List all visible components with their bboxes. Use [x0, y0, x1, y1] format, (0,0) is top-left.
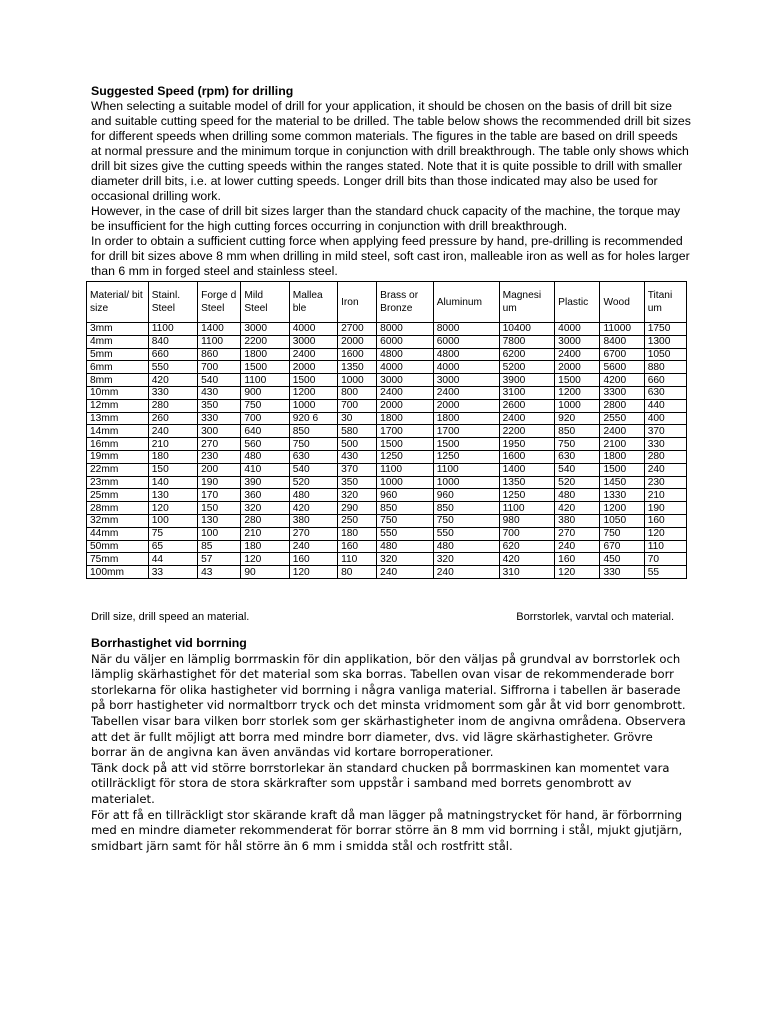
speed-cell: 320	[433, 553, 499, 566]
speed-cell: 630	[555, 450, 600, 463]
bit-size-cell: 4mm	[87, 335, 149, 348]
speed-cell: 90	[241, 566, 289, 579]
speed-cell: 860	[198, 348, 241, 361]
speed-cell: 1250	[433, 450, 499, 463]
speed-cell: 30	[338, 412, 377, 425]
speed-cell: 1200	[555, 386, 600, 399]
table-row	[87, 348, 687, 361]
table-header-cell: Plastic	[555, 282, 600, 323]
speed-cell: 1100	[499, 502, 555, 515]
speed-cell: 180	[338, 527, 377, 540]
speed-cell: 4200	[600, 374, 644, 387]
speed-cell: 70	[644, 553, 686, 566]
bit-size-cell: 25mm	[87, 489, 149, 502]
speed-cell: 2000	[433, 399, 499, 412]
speed-cell: 160	[644, 514, 686, 527]
table-header-cell: Forge d Steel	[198, 282, 241, 323]
speed-cell: 850	[377, 502, 434, 515]
speed-cell: 6700	[600, 348, 644, 361]
bit-size-cell: 6mm	[87, 361, 149, 374]
bit-size-cell: 19mm	[87, 450, 149, 463]
speed-cell: 480	[555, 489, 600, 502]
speed-cell: 33	[148, 566, 197, 579]
speed-cell: 4000	[289, 323, 337, 336]
speed-cell: 270	[289, 527, 337, 540]
table-row	[87, 412, 687, 425]
speed-cell: 150	[198, 502, 241, 515]
speed-cell: 840	[148, 335, 197, 348]
speed-cell: 1100	[377, 463, 434, 476]
speed-cell: 1600	[499, 450, 555, 463]
speed-cell: 8400	[600, 335, 644, 348]
speed-cell: 11000	[600, 323, 644, 336]
speed-cell: 1500	[555, 374, 600, 387]
bit-size-cell: 10mm	[87, 386, 149, 399]
speed-cell: 320	[377, 553, 434, 566]
speed-cell: 260	[148, 412, 197, 425]
table-row	[87, 361, 687, 374]
speed-cell: 1500	[600, 463, 644, 476]
table-header-cell: Mallea ble	[289, 282, 337, 323]
speed-cell: 1800	[433, 412, 499, 425]
english-section	[91, 84, 691, 279]
speed-cell: 110	[644, 540, 686, 553]
speed-cell: 330	[644, 438, 686, 451]
table-row	[87, 502, 687, 515]
speed-cell: 1700	[433, 425, 499, 438]
speed-cell: 620	[499, 540, 555, 553]
speed-cell: 750	[289, 438, 337, 451]
speed-cell: 1750	[644, 323, 686, 336]
speed-cell: 120	[644, 527, 686, 540]
table-row	[87, 335, 687, 348]
speed-cell: 1600	[338, 348, 377, 361]
speed-cell: 5200	[499, 361, 555, 374]
speed-cell: 580	[338, 425, 377, 438]
speed-cell: 1000	[377, 476, 434, 489]
table-row	[87, 566, 687, 579]
speed-cell: 290	[338, 502, 377, 515]
speed-cell: 560	[241, 438, 289, 451]
bit-size-cell: 14mm	[87, 425, 149, 438]
speed-cell: 3000	[241, 323, 289, 336]
speed-cell: 210	[644, 489, 686, 502]
speed-cell: 55	[644, 566, 686, 579]
table-header-row	[87, 282, 687, 323]
table-row	[87, 386, 687, 399]
speed-cell: 160	[555, 553, 600, 566]
speed-cell: 4800	[433, 348, 499, 361]
speed-cell: 120	[241, 553, 289, 566]
speed-cell: 1200	[289, 386, 337, 399]
speed-cell: 4000	[377, 361, 434, 374]
speed-cell: 1400	[198, 323, 241, 336]
speed-cell: 8000	[433, 323, 499, 336]
speed-cell: 750	[377, 514, 434, 527]
bit-size-cell: 12mm	[87, 399, 149, 412]
table-row	[87, 489, 687, 502]
speed-cell: 7800	[499, 335, 555, 348]
table-header-cell: Magnesi um	[499, 282, 555, 323]
swedish-paragraph: För att få en tillräckligt stor skärande kraft då man lägger på matningstrycket för hand, är förborrning med en mindre diameter rekommenderat för borrar större än 8 mm vid borrning i stål, mjukt gjutjärn, smidbart järn samt för hål större än 6 mm i smidda stål och rostfritt stål.	[91, 807, 683, 853]
speed-cell: 3000	[289, 335, 337, 348]
speed-cell: 1500	[289, 374, 337, 387]
speed-cell: 75	[148, 527, 197, 540]
bit-size-cell: 3mm	[87, 323, 149, 336]
speed-cell: 330	[600, 566, 644, 579]
speed-cell: 80	[338, 566, 377, 579]
speed-cell: 670	[600, 540, 644, 553]
speed-cell: 880	[644, 361, 686, 374]
bit-size-cell: 100mm	[87, 566, 149, 579]
speed-cell: 1350	[338, 361, 377, 374]
speed-cell: 1950	[499, 438, 555, 451]
bit-size-cell: 5mm	[87, 348, 149, 361]
speed-cell: 1300	[644, 335, 686, 348]
speed-cell: 1500	[433, 438, 499, 451]
table-header-cell: Wood	[600, 282, 644, 323]
speed-cell: 100	[198, 527, 241, 540]
speed-cell: 550	[377, 527, 434, 540]
speed-cell: 250	[338, 514, 377, 527]
speed-cell: 420	[289, 502, 337, 515]
bit-size-cell: 13mm	[87, 412, 149, 425]
bit-size-cell: 23mm	[87, 476, 149, 489]
speed-cell: 700	[338, 399, 377, 412]
table-row	[87, 450, 687, 463]
table-row	[87, 323, 687, 336]
speed-cell: 210	[148, 438, 197, 451]
speed-cell: 450	[600, 553, 644, 566]
speed-cell: 3000	[555, 335, 600, 348]
speed-cell: 380	[555, 514, 600, 527]
speed-cell: 1250	[377, 450, 434, 463]
speed-cell: 2100	[600, 438, 644, 451]
table-row	[87, 399, 687, 412]
swedish-section	[91, 636, 691, 854]
bit-size-cell: 28mm	[87, 502, 149, 515]
speed-cell: 480	[433, 540, 499, 553]
speed-cell: 2550	[600, 412, 644, 425]
speed-cell: 920	[555, 412, 600, 425]
swedish-paragraph: Tänk dock på att vid större borrstorlekar än standard chucken på borrmaskinen kan momentet vara otillräckligt för stora de stora skärkrafter som uppstår i samband med borrets genombrott av materialet.	[91, 760, 670, 806]
speed-cell: 1800	[377, 412, 434, 425]
speed-cell: 370	[644, 425, 686, 438]
speed-cell: 630	[289, 450, 337, 463]
speed-cell: 6000	[377, 335, 434, 348]
speed-cell: 750	[555, 438, 600, 451]
table-header-cell: Stainl. Steel	[148, 282, 197, 323]
table-caption-swedish: Borrstorlek, varvtal och material.	[516, 611, 674, 623]
speed-cell: 1000	[289, 399, 337, 412]
speed-cell: 280	[241, 514, 289, 527]
speed-cell: 1400	[499, 463, 555, 476]
speed-cell: 630	[644, 386, 686, 399]
table-header-cell: Iron	[338, 282, 377, 323]
speed-cell: 2200	[499, 425, 555, 438]
speed-cell: 2400	[600, 425, 644, 438]
speed-cell: 540	[555, 463, 600, 476]
speed-cell: 430	[338, 450, 377, 463]
speed-cell: 3900	[499, 374, 555, 387]
speed-cell: 750	[433, 514, 499, 527]
speed-cell: 540	[289, 463, 337, 476]
table-row	[87, 438, 687, 451]
speed-cell: 800	[338, 386, 377, 399]
speed-cell: 100	[148, 514, 197, 527]
speed-cell: 65	[148, 540, 197, 553]
speed-cell: 380	[289, 514, 337, 527]
speed-cell: 1350	[499, 476, 555, 489]
speed-cell: 300	[198, 425, 241, 438]
speed-cell: 270	[555, 527, 600, 540]
speed-cell: 180	[148, 450, 197, 463]
speed-cell: 8000	[377, 323, 434, 336]
speed-cell: 750	[600, 527, 644, 540]
speed-cell: 1000	[555, 399, 600, 412]
speed-cell: 1100	[148, 323, 197, 336]
speed-cell: 85	[198, 540, 241, 553]
speed-cell: 150	[148, 463, 197, 476]
bit-size-cell: 75mm	[87, 553, 149, 566]
speed-cell: 900	[241, 386, 289, 399]
speed-cell: 240	[377, 566, 434, 579]
english-paragraph: When selecting a suitable model of drill for your application, it should be chosen on the basis of drill bit size and suitable cutting speed for the material to be drilled. The table below shows the recommended drill bit sizes for different speeds when drilling some common materials. The figures in the table are based on drill speeds at normal pressure and the minimum torque in conjunction with drill breakthrough. The table only shows which drill bit sizes give the cutting speeds within the ranges stated. Note that it is quite possible to drill with smaller diameter drill bits, i.e. at lower cutting speeds. Longer drill bits than those indicated may also be used for occasional drilling work.	[91, 99, 691, 203]
speed-cell: 330	[198, 412, 241, 425]
table-row	[87, 476, 687, 489]
speed-cell: 2800	[600, 399, 644, 412]
speed-cell: 480	[241, 450, 289, 463]
speed-cell: 330	[148, 386, 197, 399]
speed-cell: 480	[289, 489, 337, 502]
swedish-title: Borrhastighet vid borrning	[91, 636, 247, 650]
speed-cell: 1450	[600, 476, 644, 489]
speed-cell: 850	[433, 502, 499, 515]
speed-cell: 430	[198, 386, 241, 399]
speed-cell: 190	[198, 476, 241, 489]
speed-cell: 3300	[600, 386, 644, 399]
speed-cell: 1800	[600, 450, 644, 463]
speed-cell: 2600	[499, 399, 555, 412]
english-paragraph: In order to obtain a sufficient cutting force when applying feed pressure by hand, pre-drilling is recommended for drill bit sizes above 8 mm when drilling in mild steel, soft cast iron, malleable iron as well as for holes larger than 6 mm in forged steel and stainless steel.	[91, 234, 690, 278]
speed-cell: 2700	[338, 323, 377, 336]
speed-cell: 2000	[377, 399, 434, 412]
speed-cell: 2000	[555, 361, 600, 374]
bit-size-cell: 44mm	[87, 527, 149, 540]
speed-cell: 480	[377, 540, 434, 553]
speed-cell: 4000	[555, 323, 600, 336]
drill-speed-table	[86, 281, 687, 579]
speed-cell: 1050	[644, 348, 686, 361]
table-row	[87, 540, 687, 553]
speed-cell: 1050	[600, 514, 644, 527]
speed-cell: 2400	[555, 348, 600, 361]
table-header-cell: Aluminum	[433, 282, 499, 323]
table-header-cell: Mild Steel	[241, 282, 289, 323]
swedish-paragraph: När du väljer en lämplig borrmaskin för din applikation, bör den väljas på grundval av borrstorlek och lämplig skärhastighet för det material som ska borras. Tabellen ovan visar de rekommenderade borr storlekarna för olika hastigheter vid borrning i några vanliga material. Siffrorna i tabellen är baserade på borr hastigheter vid normaltborr tryck och det minsta vridmoment som går åt vid borr genombrott. Tabellen visar bara vilken borr storlek som ger skärhastigheter inom de angivna områdena. Observera att det är fullt möjligt att borra med mindre borr diameter, dvs. vid lägre skärhastigheter. Grövre borrar än de angivna kan även användas vid kortare borroperationer.	[91, 651, 686, 760]
speed-cell: 130	[198, 514, 241, 527]
english-paragraph: However, in the case of drill bit sizes larger than the standard chuck capacity of the machine, the torque may be insufficient for the high cutting forces occurring in conjunction with drill breakthrough.	[91, 204, 681, 233]
speed-cell: 2400	[377, 386, 434, 399]
speed-cell: 550	[148, 361, 197, 374]
speed-cell: 1000	[338, 374, 377, 387]
speed-cell: 540	[198, 374, 241, 387]
speed-cell: 120	[148, 502, 197, 515]
speed-cell: 6000	[433, 335, 499, 348]
speed-cell: 270	[198, 438, 241, 451]
speed-cell: 850	[555, 425, 600, 438]
speed-cell: 2200	[241, 335, 289, 348]
table-caption-english: Drill size, drill speed an material.	[91, 611, 250, 623]
speed-cell: 1000	[433, 476, 499, 489]
speed-cell: 1800	[241, 348, 289, 361]
speed-cell: 400	[644, 412, 686, 425]
speed-cell: 1330	[600, 489, 644, 502]
speed-cell: 1500	[241, 361, 289, 374]
speed-cell: 1700	[377, 425, 434, 438]
speed-cell: 700	[499, 527, 555, 540]
speed-cell: 410	[241, 463, 289, 476]
table-header-cell: Material/ bit size	[87, 282, 149, 323]
speed-cell: 320	[241, 502, 289, 515]
speed-cell: 2400	[433, 386, 499, 399]
table-header-cell: Titani um	[644, 282, 686, 323]
speed-cell: 160	[289, 553, 337, 566]
speed-cell: 360	[241, 489, 289, 502]
speed-cell: 2000	[289, 361, 337, 374]
table-row	[87, 527, 687, 540]
speed-cell: 10400	[499, 323, 555, 336]
speed-cell: 1200	[600, 502, 644, 515]
speed-cell: 700	[198, 361, 241, 374]
speed-cell: 44	[148, 553, 197, 566]
speed-cell: 230	[198, 450, 241, 463]
speed-cell: 130	[148, 489, 197, 502]
bit-size-cell: 8mm	[87, 374, 149, 387]
speed-cell: 420	[148, 374, 197, 387]
speed-cell: 310	[499, 566, 555, 579]
speed-cell: 120	[289, 566, 337, 579]
speed-cell: 1500	[377, 438, 434, 451]
speed-cell: 960	[433, 489, 499, 502]
speed-cell: 320	[338, 489, 377, 502]
speed-cell: 520	[555, 476, 600, 489]
table-row	[87, 374, 687, 387]
speed-cell: 110	[338, 553, 377, 566]
speed-cell: 350	[198, 399, 241, 412]
speed-cell: 660	[148, 348, 197, 361]
speed-cell: 170	[198, 489, 241, 502]
speed-cell: 1250	[499, 489, 555, 502]
speed-cell: 2000	[338, 335, 377, 348]
speed-cell: 280	[148, 399, 197, 412]
bit-size-cell: 50mm	[87, 540, 149, 553]
speed-cell: 980	[499, 514, 555, 527]
speed-cell: 190	[644, 502, 686, 515]
speed-cell: 3000	[377, 374, 434, 387]
bit-size-cell: 22mm	[87, 463, 149, 476]
speed-cell: 700	[241, 412, 289, 425]
speed-cell: 57	[198, 553, 241, 566]
speed-cell: 640	[241, 425, 289, 438]
speed-cell: 240	[148, 425, 197, 438]
speed-cell: 1100	[433, 463, 499, 476]
speed-cell: 4800	[377, 348, 434, 361]
table-header-cell: Brass or Bronze	[377, 282, 434, 323]
speed-cell: 4000	[433, 361, 499, 374]
table-row	[87, 514, 687, 527]
table-row	[87, 425, 687, 438]
speed-cell: 230	[644, 476, 686, 489]
table-row	[87, 463, 687, 476]
speed-cell: 2400	[289, 348, 337, 361]
speed-cell: 420	[499, 553, 555, 566]
speed-cell: 750	[241, 399, 289, 412]
speed-cell: 280	[644, 450, 686, 463]
speed-cell: 1100	[198, 335, 241, 348]
speed-cell: 2400	[499, 412, 555, 425]
speed-cell: 500	[338, 438, 377, 451]
bit-size-cell: 16mm	[87, 438, 149, 451]
speed-cell: 43	[198, 566, 241, 579]
bit-size-cell: 32mm	[87, 514, 149, 527]
speed-cell: 550	[433, 527, 499, 540]
speed-cell: 1100	[241, 374, 289, 387]
speed-cell: 240	[644, 463, 686, 476]
speed-cell: 350	[338, 476, 377, 489]
speed-cell: 240	[433, 566, 499, 579]
speed-cell: 960	[377, 489, 434, 502]
speed-cell: 520	[289, 476, 337, 489]
speed-cell: 240	[289, 540, 337, 553]
speed-cell: 390	[241, 476, 289, 489]
speed-cell: 5600	[600, 361, 644, 374]
speed-cell: 3000	[433, 374, 499, 387]
speed-cell: 6200	[499, 348, 555, 361]
speed-cell: 160	[338, 540, 377, 553]
table-row	[87, 553, 687, 566]
speed-cell: 240	[555, 540, 600, 553]
speed-cell: 850	[289, 425, 337, 438]
speed-cell: 920 6	[289, 412, 337, 425]
speed-cell: 120	[555, 566, 600, 579]
speed-cell: 370	[338, 463, 377, 476]
speed-cell: 140	[148, 476, 197, 489]
speed-cell: 200	[198, 463, 241, 476]
speed-cell: 180	[241, 540, 289, 553]
speed-cell: 3100	[499, 386, 555, 399]
speed-cell: 210	[241, 527, 289, 540]
speed-cell: 660	[644, 374, 686, 387]
english-title: Suggested Speed (rpm) for drilling	[91, 84, 294, 98]
speed-cell: 420	[555, 502, 600, 515]
speed-cell: 440	[644, 399, 686, 412]
